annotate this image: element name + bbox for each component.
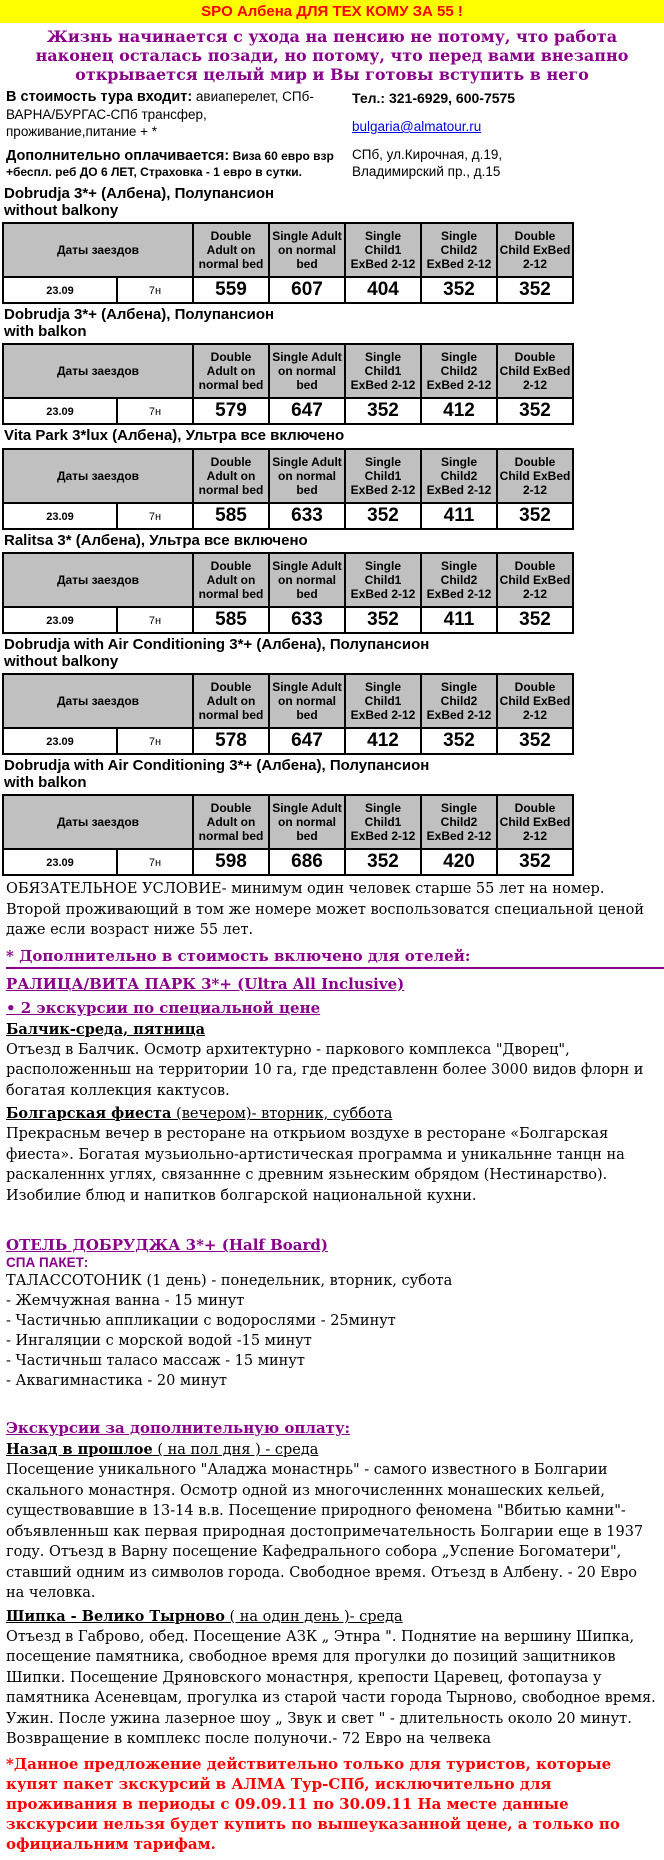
paid-excursion-text: Отъезд в Габрово, обед. Посещение АЗК „ Этнра ". Поднятие на вершину Шипка, посещение памятника, свободное время для прогулки до позиций защитников Шипки. Посещение Дряновского монастнря, крепости Царевец, фотопауза у памятника Асеневцам, прогулка из старой части города Тырново, свободное время. Ужин. После ужина лазерное шоу „ Звук и свет " - длительность около 20 минут. Возвращение в комплекс после полуночи.- 72 Евро на челвека <box>6 1628 656 1747</box>
nights-cell: 7н <box>117 398 193 424</box>
column-header-cell: Double Child ExBed 2-12 <box>497 553 573 607</box>
column-header-cell: Single Child2 ExBed 2-12 <box>421 553 497 607</box>
spa-package-label: СПА ПАКЕТ: <box>6 1255 89 1270</box>
departure-date-cell: 23.09 <box>3 728 117 754</box>
spa-package-item: - Частичнью аппликации с водорослями - 25минут <box>6 1313 396 1329</box>
column-header-cell: Double Child ExBed 2-12 <box>497 344 573 398</box>
nights-cell: 7н <box>117 277 193 303</box>
price-cell: 352 <box>497 277 573 303</box>
fiesta-excursion-title <box>6 1105 658 1122</box>
column-header-cell: Single Child2 ExBed 2-12 <box>421 449 497 503</box>
price-cell: 633 <box>269 503 345 529</box>
price-cell: 352 <box>421 728 497 754</box>
hotel-title: Dobrudja with Air Conditioning 3*+ (Албена), Полупансион with balkon <box>4 757 430 791</box>
price-cell: 607 <box>269 277 345 303</box>
price-cell: 420 <box>421 849 497 875</box>
price-table-value-row <box>3 849 573 875</box>
price-cell: 352 <box>345 503 421 529</box>
nights-cell: 7н <box>117 607 193 633</box>
dobrudja-hotel-heading <box>6 1236 658 1254</box>
column-header-cell: Single Child2 ExBed 2-12 <box>421 674 497 728</box>
column-header-cell: Single Child1 ExBed 2-12 <box>345 674 421 728</box>
departure-date-cell: 23.09 <box>3 607 117 633</box>
price-table <box>2 673 574 755</box>
column-header-cell: Single Child1 ExBed 2-12 <box>345 344 421 398</box>
hotel-price-block <box>2 428 664 530</box>
column-header-cell: Double Adult on normal bed <box>193 674 269 728</box>
spa-package-item: - Жемчужная ванна - 15 минут <box>6 1293 245 1309</box>
contacts-block <box>338 88 658 180</box>
spa-package-list <box>0 1291 664 1391</box>
fiesta-title-rest: (вечером)- вторник, суббота <box>171 1106 393 1122</box>
price-cell: 412 <box>421 398 497 424</box>
paid-excursion-title-rest: ( на пол дня ) - среда <box>152 1442 319 1458</box>
column-header-cell: Double Adult on normal bed <box>193 344 269 398</box>
hotel-price-block <box>2 307 664 425</box>
address-line-2: Владимирский пр., д.15 <box>352 164 501 179</box>
price-cell: 352 <box>345 849 421 875</box>
column-header-cell: Single Child2 ExBed 2-12 <box>421 344 497 398</box>
dates-header-cell: Даты заездов <box>3 674 193 728</box>
price-cell: 352 <box>497 607 573 633</box>
offer-title-banner: SPO Албена ДЛЯ ТЕХ КОМУ ЗА 55 ! <box>0 0 664 23</box>
column-header-cell: Single Child2 ExBed 2-12 <box>421 795 497 849</box>
price-cell: 352 <box>345 398 421 424</box>
price-table <box>2 552 574 634</box>
price-cell: 411 <box>421 607 497 633</box>
price-table-header-row <box>3 674 573 728</box>
column-header-cell: Single Child2 ExBed 2-12 <box>421 223 497 277</box>
email-link[interactable]: bulgaria@almatour.ru <box>352 119 482 134</box>
hotel-title: Dobrudja 3*+ (Албена), Полупансион with balkon <box>4 306 275 340</box>
column-header-cell: Double Adult on normal bed <box>193 223 269 277</box>
dates-header-cell: Даты заездов <box>3 449 193 503</box>
tour-includes-text: авиаперелет, СПб-ВАРНА/БУРГАС-СПб трансфер, проживание,питание + * <box>6 89 314 139</box>
balchik-title-text: Балчик-среда, пятница <box>6 1020 205 1038</box>
column-header-cell: Double Child ExBed 2-12 <box>497 795 573 849</box>
nights-cell: 7н <box>117 503 193 529</box>
price-cell: 598 <box>193 849 269 875</box>
column-header-cell: Double Child ExBed 2-12 <box>497 674 573 728</box>
included-hotels-line <box>6 975 658 993</box>
departure-date-cell: 23.09 <box>3 398 117 424</box>
fiesta-excursion-text: Прекрасньм вечер в ресторане на открьиом воздухе в ресторане «Болгарская фиеста». Богатая музьиольно-артистическая программа и уникальнне танцн на раскаленннх углях, связаннне с древним язьнеским обрядом (Нестинарство). Изобилие блюд и напитков болгарской национальной кухни. <box>6 1126 625 1204</box>
paid-excursion-text: Посещение уникального "Аладжа монастнрь" - самого известного в Болгарии скального монастнря. Осмотр одной из многочисленннх монашеских кельей, существовавшие в 13-14 в.в. Посещение природного феномена "Вбитью камни"- объявленньш как первая природная достопримечательность Болгарии еще в 1937 году. Отъезд в Варну посещение Кафедрального собора „Успение Богоматери", ставший одним из символов города. Свободное время. Отъезд в Албену. - 20 Евро на человка. <box>6 1462 644 1601</box>
included-extras-heading: * Дополнительно в стоимость включено для отелей: <box>6 947 664 969</box>
offer-validity-warning: *Данное предложение действительно только для туристов, которые купят пакет зкскурсий в АЛМА Тур-СПб, исключительно для проживания в периоды с 09.09.11 по 30.09.11 На месте данные зкскурсии нельзя будет купить по вышеуказанной цене, а только по официальним тарифам. <box>6 1754 620 1853</box>
tour-info-block <box>0 86 664 184</box>
column-header-cell: Single Child1 ExBed 2-12 <box>345 553 421 607</box>
price-cell: 352 <box>421 277 497 303</box>
price-table-value-row <box>3 277 573 303</box>
column-header-cell: Double Adult on normal bed <box>193 553 269 607</box>
tour-includes-label: В стоимость тура входит: <box>6 89 193 105</box>
price-cell: 412 <box>345 728 421 754</box>
phone-numbers: Тел.: 321-6929, 600-7575 <box>352 90 516 106</box>
tour-extra-costs <box>6 148 338 180</box>
column-header-cell: Single Adult on normal bed <box>269 344 345 398</box>
hotel-price-block <box>2 758 664 876</box>
column-header-cell: Single Adult on normal bed <box>269 223 345 277</box>
column-header-cell: Single Adult on normal bed <box>269 674 345 728</box>
paid-excursions-heading <box>6 1419 658 1437</box>
spacer <box>0 1391 664 1413</box>
tour-extra-text: Виза 60 евро взр +беспл. реб ДО 6 ЛЕТ, Страховка - 1 евро в сутки. <box>6 149 334 179</box>
tour-includes <box>6 88 338 140</box>
price-table-value-row <box>3 607 573 633</box>
column-header-cell: Single Child1 ExBed 2-12 <box>345 449 421 503</box>
spa-package-item: - Ингаляции с морской водой -15 минут <box>6 1333 312 1349</box>
price-cell: 352 <box>497 849 573 875</box>
address-line-1: СПб, ул.Кирочная, д.19, <box>352 147 503 162</box>
price-cell: 647 <box>269 728 345 754</box>
dates-header-cell: Даты заездов <box>3 553 193 607</box>
price-table-header-row <box>3 795 573 849</box>
dates-header-cell: Даты заездов <box>3 795 193 849</box>
price-cell: 578 <box>193 728 269 754</box>
price-cell: 352 <box>497 728 573 754</box>
column-header-cell: Single Child1 ExBed 2-12 <box>345 795 421 849</box>
paid-excursions-list <box>0 1441 664 1750</box>
price-table-header-row <box>3 344 573 398</box>
tour-info-left-column <box>6 88 338 180</box>
hotel-title: Ralitsa 3* (Албена), Ультра все включено <box>4 531 308 549</box>
intro-slogan: Жизнь начинается с ухода на пенсию не потому, что работа наконец осталась позади, но потому, что перед вами внезапно открывается целый мир и Вы готовы вступить в него <box>35 27 629 84</box>
column-header-cell: Double Child ExBed 2-12 <box>497 223 573 277</box>
departure-date-cell: 23.09 <box>3 277 117 303</box>
hotel-price-block <box>2 637 664 755</box>
address <box>352 146 658 180</box>
price-cell: 352 <box>345 607 421 633</box>
included-excursions-text: • 2 экскурсии по специальной цене <box>6 998 321 1017</box>
spa-package-intro: ТАЛАССОТОНИК (1 день) - понедельник, вторник, субота <box>6 1273 453 1289</box>
included-hotels-text: РАЛИЦА/ВИТА ПАРК 3*+ (Ultra All Inclusive) <box>6 974 405 993</box>
included-excursions-bullet <box>6 999 658 1017</box>
spa-package-item: - Частичньш таласо массаж - 15 минут <box>6 1353 305 1369</box>
departure-date-cell: 23.09 <box>3 849 117 875</box>
price-cell: 352 <box>497 503 573 529</box>
hotel-price-tables <box>0 186 664 876</box>
column-header-cell: Double Adult on normal bed <box>193 449 269 503</box>
balchik-excursion-text: Отъезд в Балчик. Осмотр архитектурно - паркового комплекса "Дворец", расположенньш на территории 10 га, где представленн более 3000 видов флорн и богатая коллекция кактусов. <box>6 1041 644 1099</box>
price-table <box>2 794 574 876</box>
paid-excursion-title <box>6 1608 658 1625</box>
price-cell: 585 <box>193 503 269 529</box>
hotel-title: Vita Park 3*lux (Албена), Ультра все включено <box>4 427 345 444</box>
column-header-cell: Double Child ExBed 2-12 <box>497 449 573 503</box>
price-table <box>2 343 574 425</box>
paid-excursion-title-rest: ( на один день )- среда <box>224 1608 403 1625</box>
spacer <box>0 1208 664 1230</box>
price-cell: 352 <box>497 398 573 424</box>
paid-excursion-title-bold: Назад в прошлое <box>6 1441 153 1458</box>
column-header-cell: Single Adult on normal bed <box>269 795 345 849</box>
price-table-value-row <box>3 398 573 424</box>
price-cell: 579 <box>193 398 269 424</box>
hotel-price-block <box>2 533 664 635</box>
column-header-cell: Double Adult on normal bed <box>193 795 269 849</box>
price-cell: 404 <box>345 277 421 303</box>
price-cell: 686 <box>269 849 345 875</box>
hotel-price-block <box>2 186 664 304</box>
price-cell: 585 <box>193 607 269 633</box>
paid-excursions-heading-text: Экскурсии за дополнительную оплату: <box>6 1419 351 1437</box>
mandatory-condition: ОБЯЗАТЕЛЬНОЕ УСЛОВИЕ- минимум один человек старше 55 лет на номер. Второй проживающий в том же номере может воспользоватся специальной ценой даже если возраст ниже 55 лет. <box>6 881 645 938</box>
dates-header-cell: Даты заездов <box>3 223 193 277</box>
column-header-cell: Single Child1 ExBed 2-12 <box>345 223 421 277</box>
column-header-cell: Single Adult on normal bed <box>269 449 345 503</box>
dates-header-cell: Даты заездов <box>3 344 193 398</box>
nights-cell: 7н <box>117 728 193 754</box>
hotel-title: Dobrudja 3*+ (Албена), Полупансион without balkony <box>4 185 275 219</box>
departure-date-cell: 23.09 <box>3 503 117 529</box>
hotel-title: Dobrudja with Air Conditioning 3*+ (Албена), Полупансион without balkony <box>4 636 430 670</box>
price-table-header-row <box>3 223 573 277</box>
paid-excursion-title <box>6 1441 658 1458</box>
dobrudja-hotel-heading-text: ОТЕЛЬ ДОБРУДЖА 3*+ (Half Board) <box>6 1236 328 1254</box>
price-table-value-row <box>3 728 573 754</box>
price-table-value-row <box>3 503 573 529</box>
price-cell: 411 <box>421 503 497 529</box>
price-cell: 647 <box>269 398 345 424</box>
price-table-header-row <box>3 449 573 503</box>
nights-cell: 7н <box>117 849 193 875</box>
price-cell: 559 <box>193 277 269 303</box>
price-table-header-row <box>3 553 573 607</box>
paid-excursion-title-bold: Шипка - Велико Тырново <box>6 1607 225 1625</box>
tour-extra-label: Дополнительно оплачивается: <box>6 148 230 164</box>
balchik-excursion-title <box>6 1021 658 1038</box>
column-header-cell: Single Adult on normal bed <box>269 553 345 607</box>
spa-package-item: - Аквагимнастика - 20 минут <box>6 1373 228 1389</box>
price-cell: 633 <box>269 607 345 633</box>
price-table <box>2 222 574 304</box>
fiesta-title-bold: Болгарская фиеста <box>6 1105 172 1122</box>
price-table <box>2 448 574 530</box>
